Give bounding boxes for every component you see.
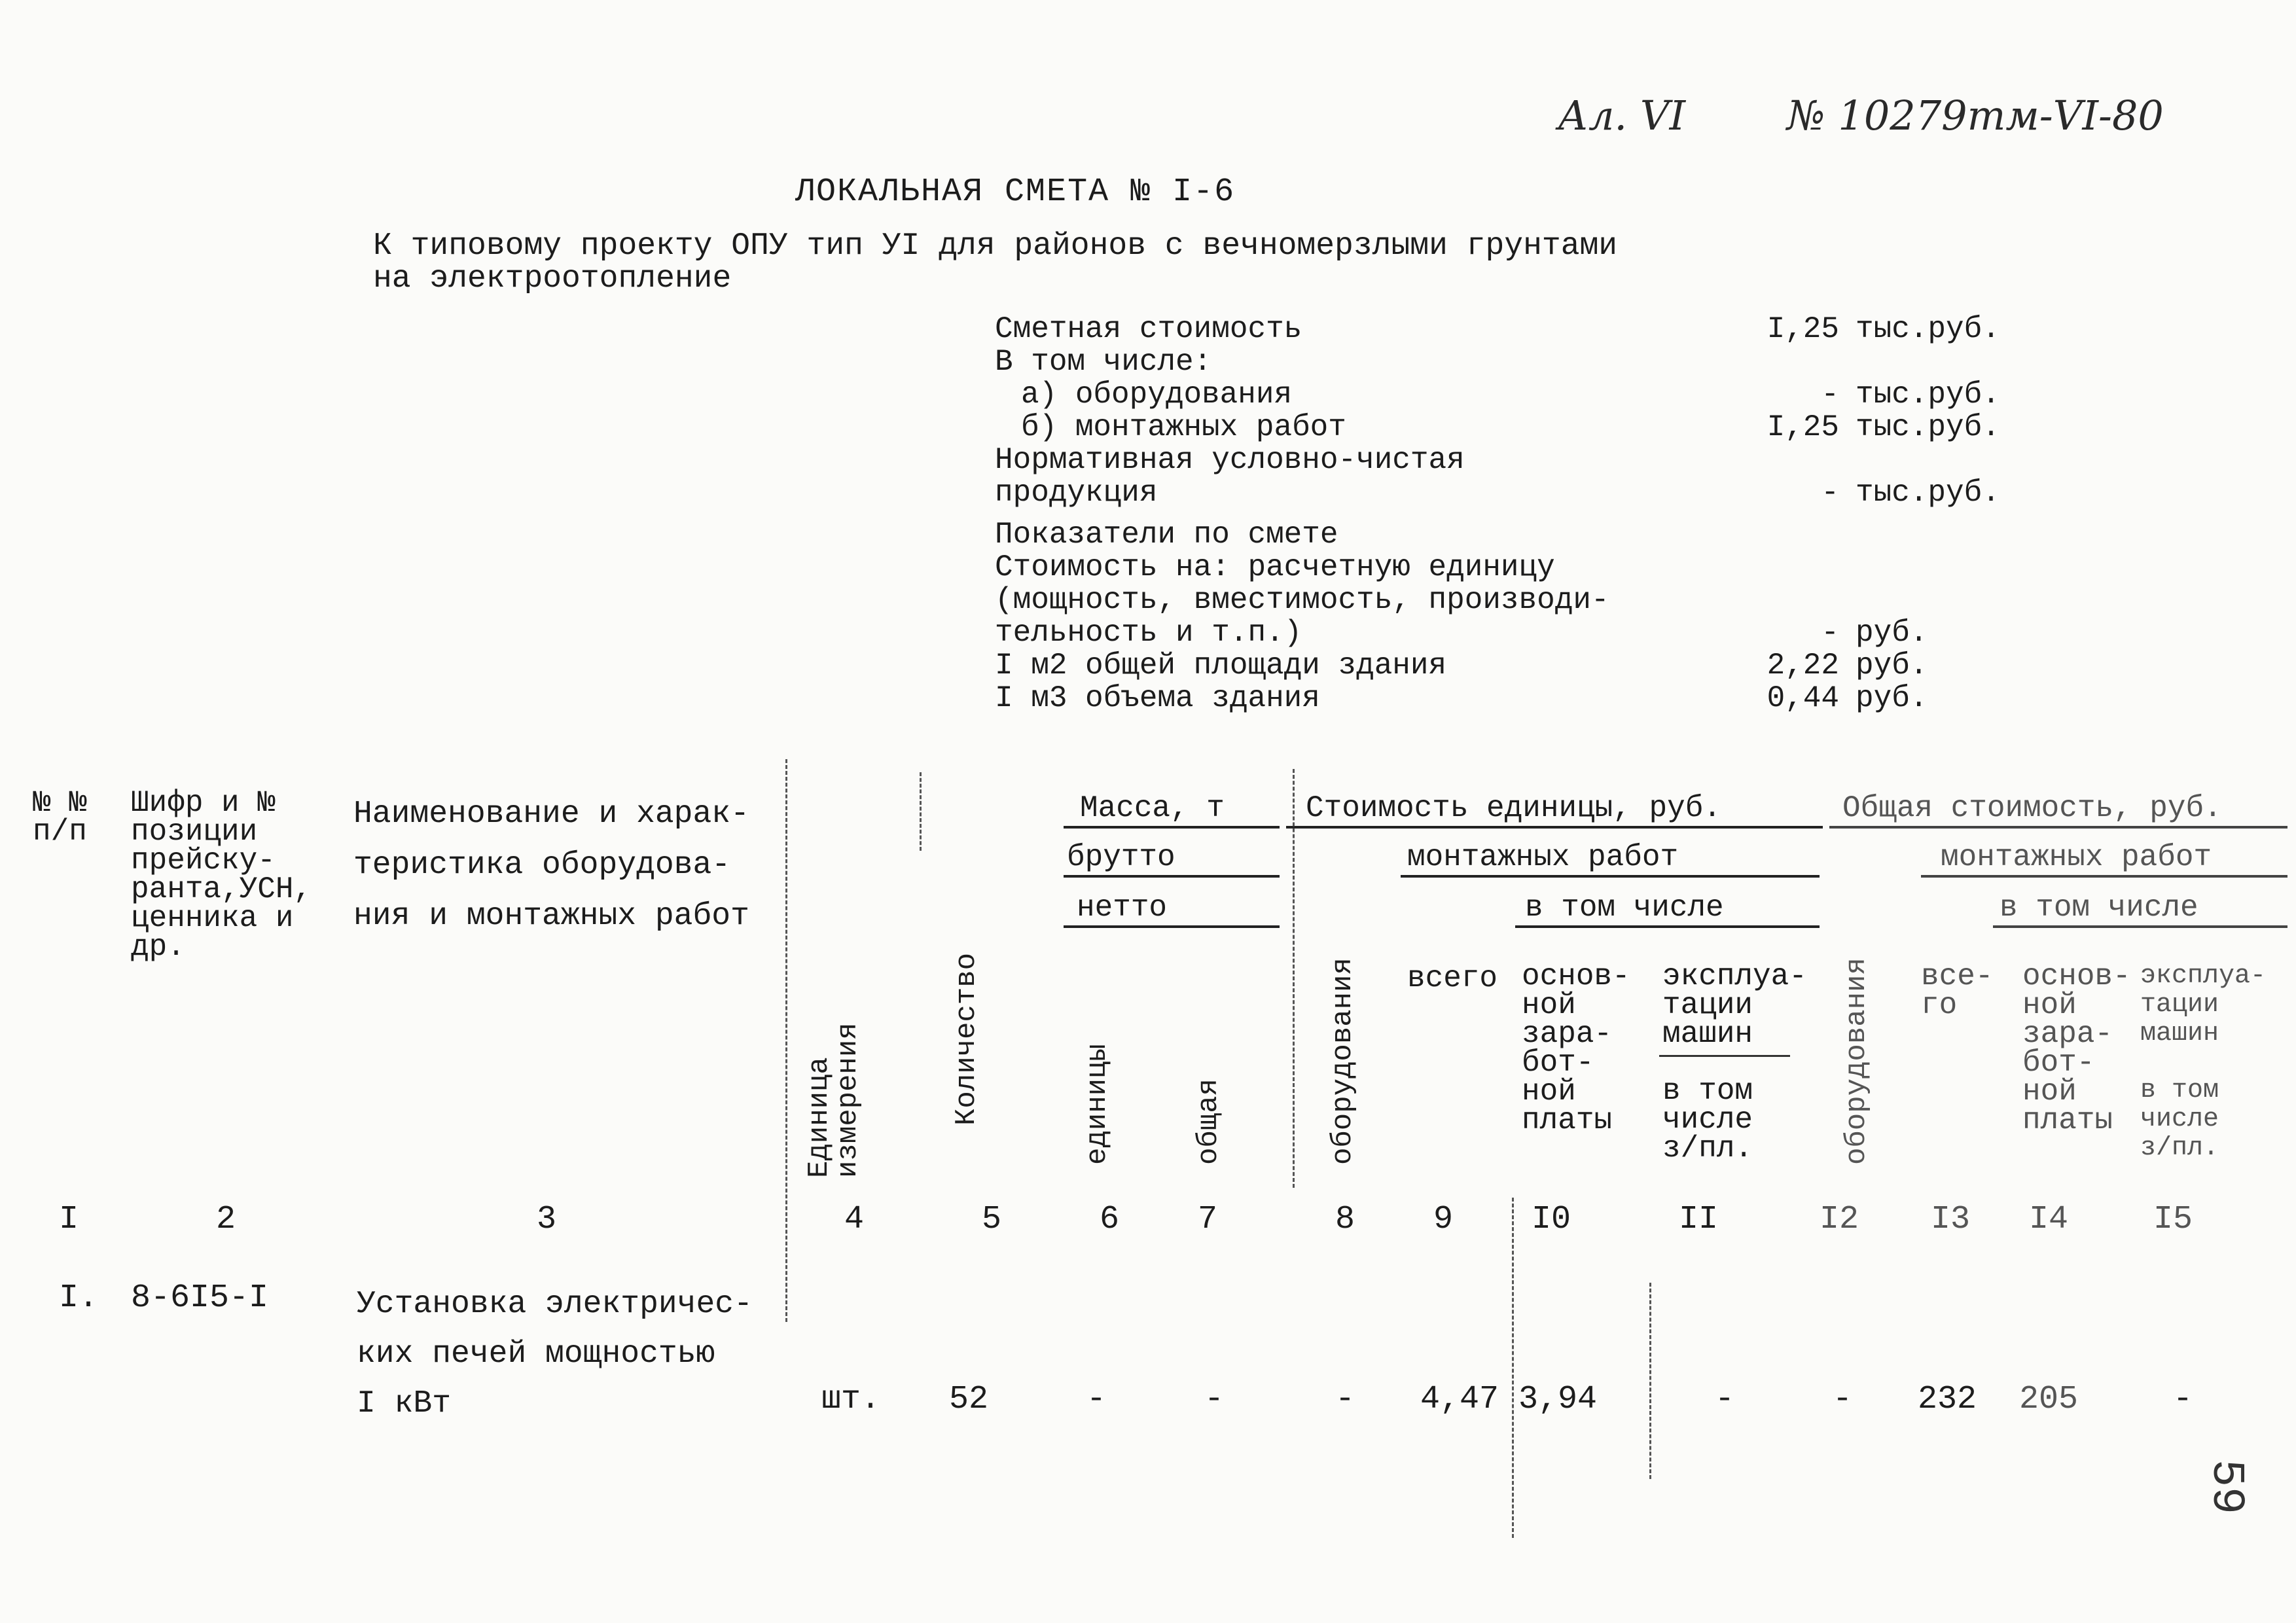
row-mont-wage: 3,94 (1518, 1381, 1598, 1418)
indicator-row-2: тельность и т.п.) (995, 616, 1302, 650)
summary-row-mounting: б) монтажных работ (1021, 410, 1346, 444)
col-number: 8 (1335, 1201, 1355, 1238)
page-title: ЛОКАЛЬНАЯ СМЕТА № I-6 (795, 173, 1236, 211)
indicator-row-3: I м2 общей площади здания (995, 649, 1447, 683)
row-mont-total: 4,47 (1420, 1381, 1499, 1418)
summary-value-cost: I,25 (1767, 312, 1839, 346)
col15-header-line: машин (2140, 1019, 2219, 1048)
col1-header-line: № № (33, 786, 87, 820)
row-total-mont: 232 (1918, 1381, 1977, 1418)
col2-header-line: Шифр и № (131, 786, 276, 820)
row-name-line: ких печей мощностью (357, 1336, 715, 1372)
col14-header-line: зара- (2022, 1017, 2113, 1051)
col1-header (33, 786, 87, 849)
row-total-wage: 205 (2019, 1381, 2079, 1418)
incl-header-2: в том числе (2000, 891, 2198, 925)
indicator-unit-4: руб. (1856, 681, 1928, 715)
col3-header-line: теристика оборудова- (353, 847, 731, 883)
col3-header (353, 789, 749, 942)
document-number: № 10279тм-VI-80 (1787, 92, 2164, 139)
total-cost-underline (1829, 826, 2287, 829)
row-total-machine: - (2173, 1381, 2193, 1418)
indicator-unit-2: руб. (1856, 616, 1928, 650)
col-number: I2 (1820, 1201, 1859, 1238)
col14-header-line: ной (2022, 988, 2077, 1022)
column-divider (1512, 1198, 1514, 1538)
col15-header-line: эксплуа- (2140, 961, 2267, 991)
col1-header-line: п/п (33, 815, 87, 849)
album-mark: Ал. VI (1558, 92, 1686, 139)
summary-row-product: продукция (995, 476, 1158, 510)
column-divider (785, 759, 787, 1322)
summary-row-norm: Нормативная условно-чистая (995, 443, 1465, 477)
col15b-header-line: з/пл. (2140, 1133, 2219, 1163)
row-mass-total: - (1204, 1381, 1225, 1418)
indicators-title: Показатели по смете (995, 518, 1338, 552)
col15-header-line: тации (2140, 990, 2219, 1020)
row-unit: шт. (821, 1381, 881, 1418)
col7-header: общая (1193, 1078, 1225, 1165)
incl-underline-2 (1993, 925, 2287, 928)
brutto-label: брутто (1067, 840, 1175, 874)
col4-header-line: измерения (832, 1022, 865, 1178)
col-number: 3 (537, 1201, 557, 1238)
row-name (357, 1279, 753, 1429)
indicator-value-2: - (1821, 616, 1839, 650)
summary-unit-equipment: тыс.руб. (1856, 378, 2000, 412)
col-number: 4 (844, 1201, 865, 1238)
col11-header-line: машин (1662, 1017, 1753, 1051)
column-divider (1293, 769, 1295, 1188)
summary-row-incl: В том числе: (995, 345, 1212, 379)
column-divider (1649, 1283, 1651, 1479)
row-equip-unit: - (1335, 1381, 1355, 1418)
col-number: 2 (216, 1201, 236, 1238)
column-divider (920, 772, 922, 851)
col-number: II (1679, 1201, 1719, 1238)
col6-header: единицы (1081, 1044, 1114, 1165)
col11-header (1662, 959, 1807, 1051)
indicator-value-4: 0,44 (1767, 681, 1839, 715)
summary-unit-product: тыс.руб. (1856, 476, 2000, 510)
total-cost-header: Общая стоимость, руб. (1842, 791, 2222, 825)
unit-cost-header: Стоимость единицы, руб. (1306, 791, 1721, 825)
col10-header-line: основ- (1522, 959, 1630, 993)
col2-header-line: ценника и (131, 901, 294, 935)
row-name-line: Установка электричес- (357, 1287, 753, 1322)
row-mont-machine: - (1715, 1381, 1735, 1418)
summary-values (1741, 313, 1839, 715)
col11-header-line: тации (1662, 988, 1753, 1022)
col-number: 5 (982, 1201, 1002, 1238)
summary-units (1856, 313, 2000, 715)
col-number: 7 (1198, 1201, 1218, 1238)
col11b-header-line: з/пл. (1662, 1132, 1753, 1166)
row-name-line: I кВт (357, 1386, 452, 1421)
col10-header-line: зара- (1522, 1017, 1613, 1051)
col4-header (805, 942, 863, 1178)
row-mass-unit: - (1086, 1381, 1107, 1418)
row-code: 8-6I5-I (131, 1279, 269, 1317)
col15b-header-line: в том (2140, 1076, 2219, 1105)
mass-underline (1064, 826, 1280, 829)
col-number: I (59, 1201, 79, 1238)
unit-cost-underline (1286, 826, 1823, 829)
col8-header: оборудования (1327, 957, 1359, 1165)
mont-underline-2 (1921, 875, 2287, 878)
summary-block (995, 313, 1609, 715)
col10-header-line: бот- (1522, 1046, 1594, 1080)
brutto-underline (1064, 875, 1280, 878)
col-number: I0 (1532, 1201, 1571, 1238)
col2-header-line: ранта,УСН, (131, 872, 312, 906)
netto-underline (1064, 925, 1280, 928)
summary-value-equipment: - (1821, 378, 1839, 412)
summary-row-cost: Сметная стоимость (995, 312, 1302, 346)
col5-header: Количество (950, 952, 983, 1126)
col13-header (1921, 959, 1994, 1022)
row-number: I. (59, 1279, 99, 1317)
mont-header-2: монтажных работ (1941, 840, 2212, 874)
col11b-header (1662, 1074, 1753, 1166)
indicator-unit-3: руб. (1856, 649, 1928, 683)
indicator-value-3: 2,22 (1767, 649, 1839, 683)
col11-underline (1659, 1055, 1790, 1057)
netto-label: нетто (1077, 891, 1168, 925)
summary-unit-cost: тыс.руб. (1856, 312, 2000, 346)
row-equip-total: - (1833, 1381, 1853, 1418)
col10-header-line: платы (1522, 1103, 1613, 1137)
row-qty: 52 (949, 1381, 989, 1418)
subtitle-line-1: К типовому проекту ОПУ тип УI для районов с вечномерзлыми грунтами (373, 228, 1618, 264)
col11b-header-line: в том (1662, 1074, 1753, 1108)
mont-underline (1401, 875, 1820, 878)
col3-header-line: Наименование и харак- (353, 796, 749, 832)
col2-header (131, 786, 312, 964)
col11-header-line: эксплуа- (1662, 959, 1807, 993)
col15-header (2140, 962, 2266, 1048)
col-number: I4 (2029, 1201, 2069, 1238)
mass-header: Масса, т (1080, 791, 1225, 825)
indicator-row-1: (мощность, вместимость, производи- (995, 583, 1609, 617)
col-number: I5 (2153, 1201, 2193, 1238)
mont-header: монтажных работ (1407, 840, 1679, 874)
summary-value-product: - (1821, 476, 1839, 510)
col15b-header (2140, 1077, 2219, 1163)
col10-header-line: ной (1522, 988, 1576, 1022)
indicator-row-4: I м3 объема здания (995, 681, 1320, 715)
col2-header-line: др. (131, 930, 185, 964)
col14-header-line: бот- (2022, 1046, 2095, 1080)
col14-header-line: платы (2022, 1103, 2113, 1137)
col-number: 9 (1433, 1201, 1454, 1238)
col13-header-line: го (1921, 988, 1958, 1022)
summary-row-equipment: а) оборудования (1021, 378, 1293, 412)
col9-header: всего (1407, 961, 1498, 995)
incl-header: в том числе (1525, 891, 1724, 925)
col11b-header-line: числе (1662, 1103, 1753, 1137)
col14-header-line: основ- (2022, 959, 2131, 993)
col15b-header-line: числе (2140, 1105, 2219, 1134)
summary-unit-mounting: тыс.руб. (1856, 410, 2000, 444)
col-number: 6 (1100, 1201, 1120, 1238)
col2-header-line: прейску- (131, 844, 276, 878)
subtitle-line-2: на электроотопление (373, 261, 732, 296)
col3-header-line: ния и монтажных работ (353, 899, 749, 934)
col13-header-line: все- (1921, 959, 1994, 993)
col4-header-line: Единица (803, 1057, 836, 1178)
col2-header-line: позиции (131, 815, 258, 849)
indicator-row-0: Стоимость на: расчетную единицу (995, 550, 1555, 584)
page-number: 59 (2200, 1459, 2251, 1515)
col-number: I3 (1931, 1201, 1971, 1238)
col10-header (1522, 959, 1630, 1137)
col12-header: оборудования (1840, 957, 1873, 1165)
col14-header (2022, 959, 2131, 1137)
col14-header-line: ной (2022, 1075, 2077, 1109)
summary-value-mounting: I,25 (1767, 410, 1839, 444)
col10-header-line: ной (1522, 1075, 1576, 1109)
incl-underline (1515, 925, 1820, 928)
